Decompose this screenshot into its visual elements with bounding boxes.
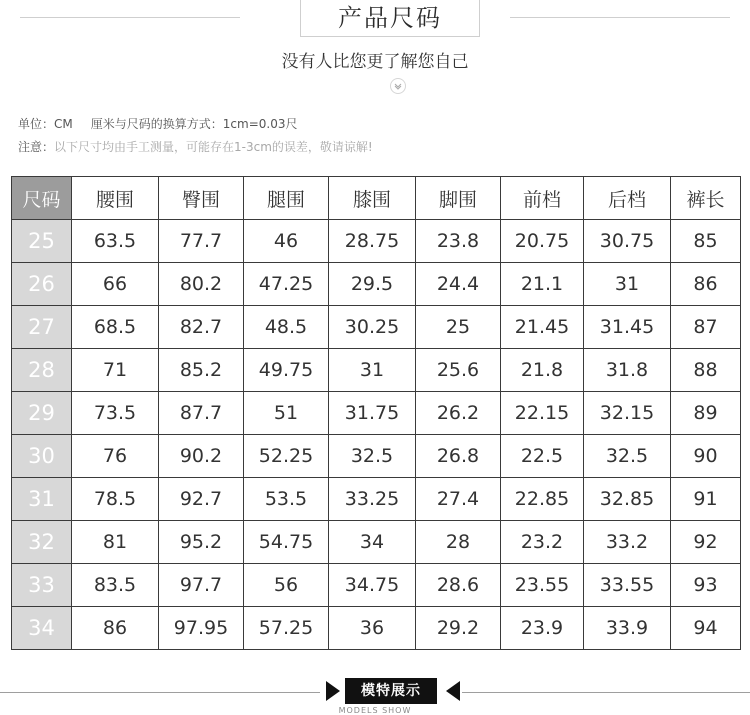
table-cell: 87.7 — [159, 392, 244, 435]
table-row — [12, 521, 741, 564]
table-row — [12, 564, 741, 607]
table-row — [12, 220, 741, 263]
banner-divider-right — [462, 692, 750, 693]
size-cell: 29 — [12, 392, 72, 435]
table-cell: 85 — [671, 220, 741, 263]
title-divider-left — [20, 17, 240, 18]
table-cell: 85.2 — [159, 349, 244, 392]
size-cell: 31 — [12, 478, 72, 521]
table-cell: 92.7 — [159, 478, 244, 521]
size-cell: 30 — [12, 435, 72, 478]
table-cell: 30.75 — [584, 220, 671, 263]
table-cell: 97.7 — [159, 564, 244, 607]
column-header: 前档 — [501, 177, 584, 220]
column-header: 尺码 — [12, 177, 72, 220]
table-row — [12, 392, 741, 435]
table-cell: 31 — [584, 263, 671, 306]
table-cell: 23.8 — [416, 220, 501, 263]
unit-value: CM — [54, 117, 73, 131]
table-row — [12, 607, 741, 650]
banner-divider-left — [0, 692, 320, 693]
table-cell: 31.75 — [329, 392, 416, 435]
table-cell: 21.8 — [501, 349, 584, 392]
table-cell: 24.4 — [416, 263, 501, 306]
table-cell: 22.5 — [501, 435, 584, 478]
table-cell: 23.2 — [501, 521, 584, 564]
title-section — [0, 0, 750, 100]
table-cell: 20.75 — [501, 220, 584, 263]
column-header: 腿围 — [244, 177, 329, 220]
table-cell: 97.95 — [159, 607, 244, 650]
table-cell: 82.7 — [159, 306, 244, 349]
table-row — [12, 349, 741, 392]
table-header-row — [12, 177, 741, 220]
table-cell: 63.5 — [72, 220, 159, 263]
table-cell: 81 — [72, 521, 159, 564]
table-cell: 47.25 — [244, 263, 329, 306]
table-cell: 34.75 — [329, 564, 416, 607]
table-cell: 93 — [671, 564, 741, 607]
table-cell: 94 — [671, 607, 741, 650]
table-row — [12, 435, 741, 478]
table-cell: 31 — [329, 349, 416, 392]
table-cell: 57.25 — [244, 607, 329, 650]
caution-label: 注意： — [18, 140, 55, 154]
banner-subtitle: MODELS SHOW — [338, 706, 412, 715]
table-cell: 56 — [244, 564, 329, 607]
table-cell: 26.8 — [416, 435, 501, 478]
table-cell: 32.15 — [584, 392, 671, 435]
table-cell: 49.75 — [244, 349, 329, 392]
table-cell: 21.45 — [501, 306, 584, 349]
table-cell: 88 — [671, 349, 741, 392]
table-cell: 80.2 — [159, 263, 244, 306]
table-cell: 91 — [671, 478, 741, 521]
size-cell: 25 — [12, 220, 72, 263]
table-cell: 73.5 — [72, 392, 159, 435]
table-cell: 89 — [671, 392, 741, 435]
size-cell: 27 — [12, 306, 72, 349]
table-cell: 83.5 — [72, 564, 159, 607]
page-subtitle: 没有人比您更了解您自己 — [281, 52, 469, 72]
table-cell: 23.9 — [501, 607, 584, 650]
table-row — [12, 478, 741, 521]
table-cell: 22.15 — [501, 392, 584, 435]
table-cell: 26.2 — [416, 392, 501, 435]
table-cell: 22.85 — [501, 478, 584, 521]
table-cell: 46 — [244, 220, 329, 263]
table-cell: 25 — [416, 306, 501, 349]
conversion-label: 厘米与尺码的换算方式： — [90, 117, 223, 131]
table-cell: 95.2 — [159, 521, 244, 564]
table-cell: 28.75 — [329, 220, 416, 263]
table-row — [12, 306, 741, 349]
caution-note — [18, 138, 373, 155]
table-row — [12, 263, 741, 306]
size-cell: 32 — [12, 521, 72, 564]
title-divider-right — [510, 17, 730, 18]
table-cell: 71 — [72, 349, 159, 392]
table-cell: 52.25 — [244, 435, 329, 478]
table-cell: 54.75 — [244, 521, 329, 564]
table-cell: 31.8 — [584, 349, 671, 392]
size-table — [11, 176, 741, 650]
table-cell: 92 — [671, 521, 741, 564]
column-header: 腰围 — [72, 177, 159, 220]
table-cell: 87 — [671, 306, 741, 349]
table-cell: 76 — [72, 435, 159, 478]
banner-arrow-left-icon — [326, 681, 340, 701]
size-cell: 34 — [12, 607, 72, 650]
column-header: 后档 — [584, 177, 671, 220]
unit-note — [18, 115, 297, 132]
column-header: 膝围 — [329, 177, 416, 220]
table-cell: 66 — [72, 263, 159, 306]
size-cell: 28 — [12, 349, 72, 392]
table-cell: 30.25 — [329, 306, 416, 349]
table-cell: 33.25 — [329, 478, 416, 521]
table-cell: 32.5 — [329, 435, 416, 478]
table-cell: 29.5 — [329, 263, 416, 306]
table-cell: 51 — [244, 392, 329, 435]
column-header: 裤长 — [671, 177, 741, 220]
table-cell: 77.7 — [159, 220, 244, 263]
table-cell: 28.6 — [416, 564, 501, 607]
table-cell: 90 — [671, 435, 741, 478]
size-cell: 26 — [12, 263, 72, 306]
column-header: 脚围 — [416, 177, 501, 220]
table-cell: 33.2 — [584, 521, 671, 564]
table-cell: 28 — [416, 521, 501, 564]
page-title: 产品尺码 — [300, 0, 480, 37]
chevron-down-icon — [390, 78, 406, 94]
unit-label: 单位： — [18, 117, 55, 131]
table-cell: 36 — [329, 607, 416, 650]
table-cell: 53.5 — [244, 478, 329, 521]
table-cell: 23.55 — [501, 564, 584, 607]
caution-text: 以下尺寸均由手工测量，可能存在1-3cm的误差，敬请谅解! — [54, 140, 373, 154]
table-cell: 86 — [671, 263, 741, 306]
table-cell: 25.6 — [416, 349, 501, 392]
conversion-value: 1cm=0.03尺 — [222, 117, 298, 131]
table-cell: 21.1 — [501, 263, 584, 306]
table-cell: 90.2 — [159, 435, 244, 478]
table-cell: 34 — [329, 521, 416, 564]
models-show-banner — [0, 672, 750, 715]
banner-arrow-right-icon — [446, 681, 460, 701]
table-cell: 33.9 — [584, 607, 671, 650]
table-cell: 27.4 — [416, 478, 501, 521]
banner-label: 模特展示 — [345, 678, 437, 704]
column-header: 臀围 — [159, 177, 244, 220]
table-cell: 86 — [72, 607, 159, 650]
table-cell: 68.5 — [72, 306, 159, 349]
table-cell: 48.5 — [244, 306, 329, 349]
table-cell: 78.5 — [72, 478, 159, 521]
table-cell: 31.45 — [584, 306, 671, 349]
table-cell: 32.5 — [584, 435, 671, 478]
table-cell: 33.55 — [584, 564, 671, 607]
table-cell: 32.85 — [584, 478, 671, 521]
size-cell: 33 — [12, 564, 72, 607]
table-cell: 29.2 — [416, 607, 501, 650]
